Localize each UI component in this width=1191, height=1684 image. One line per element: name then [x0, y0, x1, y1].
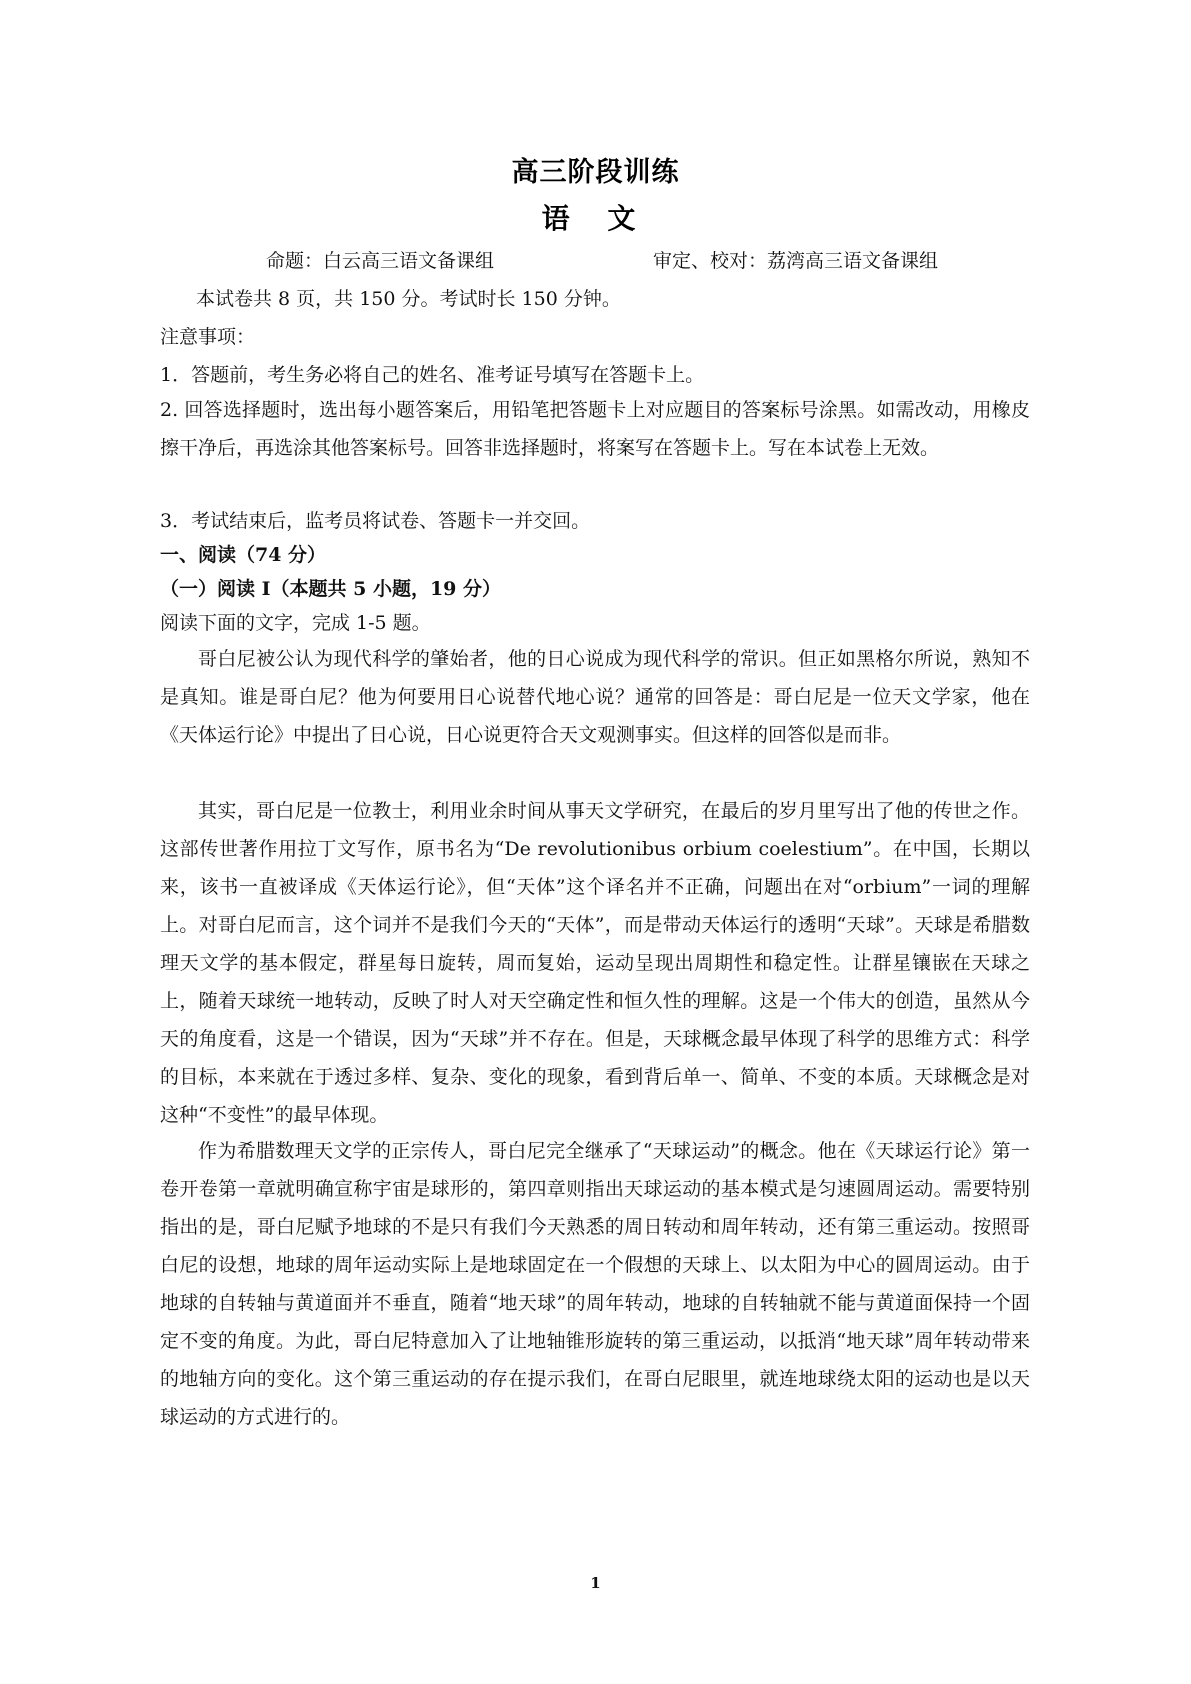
notice-item: 1．答题前，考生务必将自己的姓名、准考证号填写在答题卡上。: [160, 364, 705, 386]
section-instruction: 阅读下面的文字，完成 1-5 题。: [160, 612, 431, 634]
exam-title: 高三阶段训练: [511, 157, 680, 188]
passage-paragraph: 哥白尼被公认为现代科学的肇始者，他的日心说成为现代科学的常识。但正如黑格尔所说，熟知不是真知。谁是哥白尼？他为何要用日心说替代地心说？通常的回答是：哥白尼是一位天文学家，他在《天体运行论》中提出了日心说，日心说更符合天文观测事实。但这样的回答似是而非。: [160, 648, 1030, 746]
page-number: 1: [590, 1574, 601, 1592]
exam-info: 本试卷共 8 页，共 150 分。考试时长 150 分钟。: [196, 288, 621, 310]
credits-line: [266, 246, 939, 273]
notice-item: 3．考试结束后，监考员将试卷、答题卡一并交回。: [160, 510, 591, 532]
subject-title: 语 文: [541, 202, 650, 235]
review-credit: 审定、校对：荔湾高三语文备课组: [653, 250, 939, 272]
passage-paragraph: 作为希腊数理天文学的正宗传人，哥白尼完全继承了“天球运动”的概念。他在《天球运行论》第一卷开卷第一章就明确宣称宇宙是球形的，第四章则指出天球运动的基本模式是匀速圆周运动。需要特别指出的是，哥白尼赋予地球的不是只有我们今天熟悉的周日转动和周年转动，还有第三重运动。按照哥白尼的设想，地球的周年运动实际上是地球固定在一个假想的天球上、以太阳为中心的圆周运动。由于地球的自转轴与黄道面并不垂直，随着“地天球”的周年转动，地球的自转轴就不能与黄道面保持一个固定不变的角度。为此，哥白尼特意加入了让地轴锥形旋转的第三重运动，以抵消“地天球”周年转动带来的地轴方向的变化。这个第三重运动的存在提示我们，在哥白尼眼里，就连地球绕太阳的运动也是以天球运动的方式进行的。: [160, 1140, 1030, 1428]
notice-item: 2. 回答选择题时，选出每小题答案后，用铅笔把答题卡上对应题目的答案标号涂黑。如需改动，用橡皮擦干净后，再选涂其他答案标号。回答非选择题时，将案写在答题卡上。写在本试卷上无效。: [160, 399, 1030, 459]
passage-paragraph: 其实，哥白尼是一位教士，利用业余时间从事天文学研究，在最后的岁月里写出了他的传世之作。这部传世著作用拉丁文写作，原书名为“De revolutionibus orbium coelestium”。在中国，长期以来，该书一直被译成《天体运行论》，但“天体”这个译名并不正确，问题出在对“orbium”一词的理解上。对哥白尼而言，这个词并不是我们今天的“天体”，而是带动天体运行的透明“天球”。天球是希腊数理天文学的基本假定，群星每日旋转，周而复始，运动呈现出周期性和稳定性。让群星镶嵌在天球之上，随着天球统一地转动，反映了时人对天空确定性和恒久性的理解。这是一个伟大的创造，虽然从今天的角度看，这是一个错误，因为“天球”并不存在。但是，天球概念最早体现了科学的思维方式：科学的目标，本来就在于透过多样、复杂、变化的现象，看到背后单一、简单、不变的本质。天球概念是对这种“不变性”的最早体现。: [160, 800, 1030, 1126]
section-heading: 一、阅读（74 分）: [160, 544, 327, 566]
notice-heading: 注意事项：: [160, 326, 256, 348]
section-subheading: （一）阅读 I（本题共 5 小题，19 分）: [160, 578, 502, 600]
author-credit: 命题：白云高三语文备课组: [266, 250, 495, 272]
